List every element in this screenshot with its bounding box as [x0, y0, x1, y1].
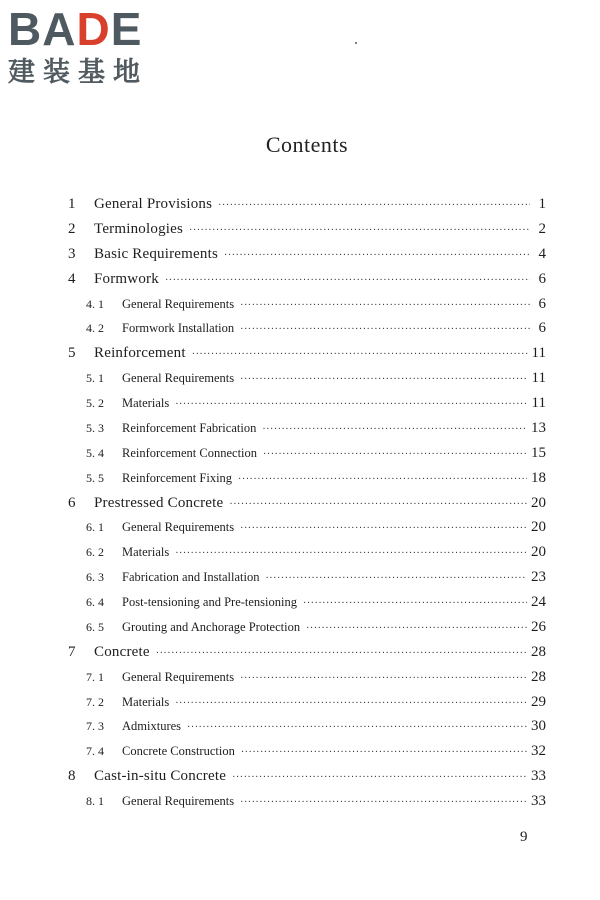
toc-entry-page: 20 [531, 519, 546, 536]
toc-entry-number: 5. 2 [86, 396, 104, 410]
contents-title: Contents [265, 132, 349, 157]
toc-entry-page: 6 [538, 295, 546, 312]
toc-entry-number: 6. 2 [86, 545, 104, 560]
toc-dot-leader [192, 349, 528, 360]
toc-dot-leader [240, 523, 527, 534]
toc-dot-leader [189, 225, 530, 236]
toc-entry-page: 11 [531, 345, 546, 362]
toc-dot-leader [303, 598, 527, 609]
toc-entry-number: 6. 3 [86, 570, 104, 585]
toc-entry-page: 26 [531, 618, 546, 635]
toc-section-entry [68, 445, 546, 470]
toc-entry-number: 6. 1 [86, 520, 104, 535]
toc-entry-page: 13 [531, 419, 546, 436]
toc-dot-leader [229, 499, 527, 510]
toc-entry-label: Formwork [94, 270, 159, 287]
toc-entry-number: 7 [68, 643, 76, 660]
logo-word-accent: D [76, 3, 111, 55]
toc-entry-page: 4 [538, 245, 546, 262]
toc-chapter-entry [68, 271, 546, 296]
page-number: 9 [520, 829, 528, 845]
toc-entry-label: Post-tensioning and Pre-tensioning [122, 595, 297, 609]
toc-dot-leader [240, 797, 527, 808]
toc-dot-leader [175, 548, 527, 559]
toc-entry-page: 11 [531, 370, 546, 387]
toc-dot-leader [224, 250, 530, 261]
toc-entry-page: 30 [531, 718, 546, 735]
toc-section-entry [68, 594, 546, 619]
toc-dot-leader [240, 300, 530, 311]
toc-entry-label: Reinforcement Fabrication [122, 420, 257, 435]
toc-entry-number: 4. 2 [86, 321, 104, 336]
toc-section-entry [68, 395, 546, 420]
toc-entry-label: Reinforcement Connection [122, 445, 258, 460]
toc-entry-number: 6. 5 [86, 619, 104, 634]
toc-entry-number: 7. 1 [86, 669, 104, 684]
toc-entry-number: 8 [68, 768, 76, 785]
toc-dot-leader [232, 772, 527, 783]
toc-entry-number: 2 [68, 220, 76, 237]
toc-dot-leader [218, 200, 530, 211]
toc-section-entry [68, 743, 546, 768]
toc-entry-page: 28 [531, 668, 546, 685]
toc-chapter-entry [68, 644, 546, 669]
toc-entry-number: 5. 4 [86, 445, 104, 460]
toc-entry-number: 8. 1 [86, 794, 104, 808]
toc-chapter-entry [68, 495, 546, 520]
toc-entry-label: General Requirements [122, 371, 235, 386]
toc-entry-label: General Requirements [122, 296, 235, 311]
toc-entry-number: 5. 5 [86, 470, 104, 485]
toc-entry-number: 7. 2 [86, 694, 104, 709]
toc-dot-leader [165, 275, 530, 286]
toc-entry-label: Cast-in-situ Concrete [94, 768, 227, 785]
toc-dot-leader [240, 374, 527, 385]
logo-word-part2: E [110, 3, 143, 55]
toc-dot-leader [187, 722, 527, 733]
toc-entry-page: 28 [531, 643, 546, 660]
toc-chapter-entry [68, 768, 546, 793]
toc-entry-label: Materials [122, 694, 170, 709]
toc-entry-page: 32 [531, 743, 546, 760]
toc-dot-leader [263, 449, 527, 460]
toc-entry-page: 18 [531, 469, 546, 486]
toc-entry-label: Reinforcement Fixing [122, 470, 233, 485]
toc-entry-label: Materials [122, 545, 170, 560]
toc-chapter-entry [68, 196, 546, 221]
toc-entry-label: Fabrication and Installation [122, 570, 260, 585]
toc-entry-page: 6 [538, 270, 546, 287]
toc-entry-number: 6 [68, 494, 76, 511]
toc-section-entry [68, 793, 546, 818]
toc-chapter-entry [68, 345, 546, 370]
toc-entry-page: 29 [531, 693, 546, 710]
logo-word-part1: BA [8, 3, 77, 55]
toc-dot-leader [156, 648, 527, 659]
toc-section-entry [68, 370, 546, 395]
toc-entry-number: 7. 3 [86, 719, 104, 734]
toc-entry-page: 2 [538, 220, 546, 237]
toc-entry-page: 20 [531, 544, 546, 561]
toc-entry-number: 6. 4 [86, 595, 104, 609]
toc-entry-page: 23 [531, 569, 546, 586]
toc-entry-number: 4 [68, 270, 76, 287]
bade-logo [8, 3, 178, 88]
toc-entry-label: General Provisions [94, 196, 213, 212]
toc-entry-label: General Requirements [122, 669, 235, 684]
toc-section-entry [68, 694, 546, 719]
toc-entry-number: 5 [68, 345, 76, 362]
toc-entry-label: Reinforcement [94, 345, 186, 362]
toc-entry-label: General Requirements [122, 794, 235, 808]
toc-entry-page: 15 [531, 444, 546, 461]
toc-entry-label: Concrete [94, 643, 150, 660]
toc-section-entry [68, 669, 546, 694]
toc-entry-number: 4. 1 [86, 296, 104, 311]
toc-entry-label: Prestressed Concrete [94, 494, 224, 511]
toc-dot-leader [262, 424, 527, 435]
toc-entry-page: 33 [531, 793, 546, 809]
scan-speck [355, 42, 357, 44]
toc-entry-number: 3 [68, 245, 76, 262]
toc-dot-leader [175, 698, 527, 709]
toc-entry-number: 5. 3 [86, 420, 104, 435]
toc-section-entry [68, 420, 546, 445]
toc-entry-number: 1 [68, 196, 76, 212]
toc-entry-number: 7. 4 [86, 744, 104, 759]
toc-entry-page: 20 [531, 494, 546, 511]
toc-dot-leader [175, 399, 527, 410]
toc-section-entry [68, 619, 546, 644]
toc-entry-page: 6 [538, 320, 546, 337]
toc-chapter-entry [68, 221, 546, 246]
toc-entry-label: Grouting and Anchorage Protection [122, 619, 301, 634]
toc-section-entry [68, 519, 546, 544]
toc-entry-label: General Requirements [122, 520, 235, 535]
toc-entry-label: Basic Requirements [94, 245, 218, 262]
toc-dot-leader [240, 673, 527, 684]
toc-entry-label: Terminologies [94, 220, 184, 237]
toc-dot-leader [265, 573, 527, 584]
toc-section-entry [68, 470, 546, 495]
toc-section-entry [68, 296, 546, 321]
toc-dot-leader [238, 474, 527, 485]
toc-entry-number: 5. 1 [86, 371, 104, 386]
toc-entry-label: Materials [122, 396, 170, 410]
toc-entry-page: 24 [531, 594, 546, 610]
toc-section-entry [68, 718, 546, 743]
logo-chinese-text: 建装基地 [8, 57, 148, 88]
toc-entry-page: 11 [531, 395, 546, 411]
toc-entry-label: Concrete Construction [122, 744, 235, 759]
toc-dot-leader [241, 747, 527, 758]
toc-dot-leader [306, 623, 527, 634]
toc-section-entry [68, 569, 546, 594]
toc-entry-page: 33 [531, 768, 546, 785]
toc-section-entry [68, 320, 546, 345]
toc-section-entry [68, 544, 546, 569]
toc-entry-page: 1 [538, 196, 546, 212]
toc-entry-label: Formwork Installation [122, 321, 235, 336]
table-of-contents [68, 196, 546, 818]
toc-dot-leader [240, 324, 530, 335]
toc-entry-label: Admixtures [122, 719, 182, 734]
toc-chapter-entry [68, 246, 546, 271]
logo-wordmark [8, 3, 178, 55]
